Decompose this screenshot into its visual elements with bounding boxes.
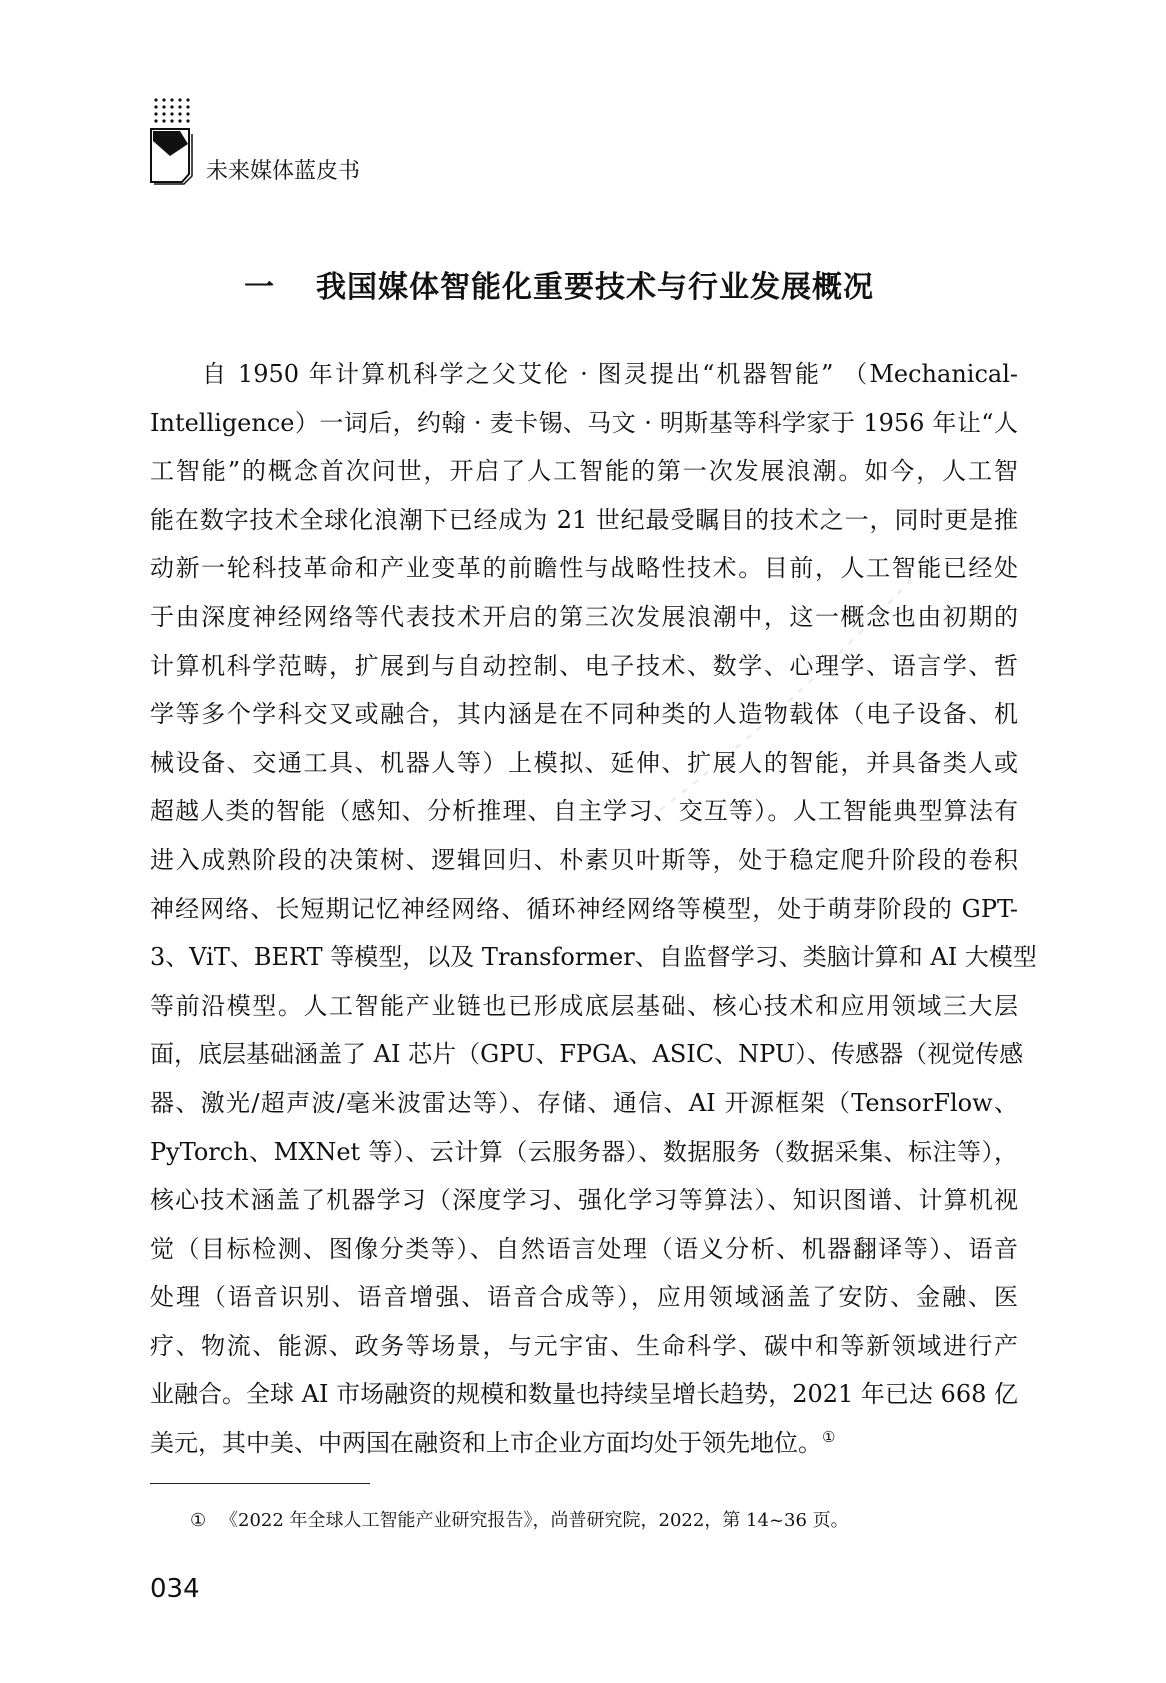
paragraph-line-last (150, 1419, 1018, 1468)
running-header (150, 96, 550, 206)
paragraph-line: 神经网络、长短期记忆神经网络、循环神经网络等模型，处于萌芽阶段的 GPT- (150, 894, 1018, 923)
section-heading (244, 262, 874, 306)
paragraph-line: 自 1950 年计算机科学之父艾伦 · 图灵提出“机器智能” （Mechanical- (202, 360, 1018, 388)
paragraph-line: 超越人类的智能（感知、分析推理、自主学习、交互等）。人工智能典型算法有 (150, 797, 1018, 826)
footnote-divider (150, 1483, 370, 1484)
paragraph-line: 工智能”的概念首次问世，开启了人工智能的第一次发展浪潮。如今，人工智 (150, 457, 1018, 486)
footnote-text: 《2022 年全球人工智能产业研究报告》，尚普研究院，2022，第 14~36 页。 (220, 1510, 849, 1531)
paragraph-line: 计算机科学范畴，扩展到与自动控制、电子技术、数学、心理学、语言学、哲 (150, 651, 1018, 680)
page-number: 034 (150, 1574, 200, 1604)
paragraph-line: 等前沿模型。人工智能产业链也已形成底层基础、核心技术和应用领域三大层 (150, 991, 1018, 1020)
paragraph-line: 学等多个学科交叉或融合，其内涵是在不同种类的人造物载体（电子设备、机 (150, 700, 1018, 729)
book-logo-icon (150, 96, 196, 196)
paragraph-line: 面，底层基础涵盖了 AI 芯片（GPU、FPGA、ASIC、NPU）、传感器（视觉传感 (150, 1040, 1024, 1069)
paragraph-line: 器、激光/超声波/毫米波雷达等）、存储、通信、AI 开源框架（TensorFlow、 (150, 1088, 1018, 1117)
paragraph-line: 业融合。全球 AI 市场融资的规模和数量也持续呈增长趋势，2021 年已达 668 亿 (150, 1380, 1018, 1409)
paragraph-line: 核心技术涵盖了机器学习（深度学习、强化学习等算法）、知识图谱、计算机视 (150, 1186, 1018, 1215)
footnote-reference[interactable]: ① (822, 1428, 836, 1447)
paragraph-line: 动新一轮科技革命和产业变革的前瞻性与战略性技术。目前，人工智能已经处 (150, 554, 1018, 583)
paragraph-line: 觉（目标检测、图像分类等）、自然语言处理（语义分析、机器翻译等）、语音 (150, 1234, 1018, 1263)
paragraph-line: 械设备、交通工具、机器人等）上模拟、延伸、扩展人的智能，并具备类人或 (150, 748, 1018, 777)
series-title: 未来媒体蓝皮书 (206, 159, 361, 184)
paragraph-line-text: 美元，其中美、中两国在融资和上市企业方面均处于领先地位。 (150, 1429, 822, 1458)
paragraph-line: Intelligence）一词后，约翰 · 麦卡锡、马文 · 明斯基等科学家于 1956 年让“人 (150, 408, 1018, 437)
paragraph-line: 3、ViT、BERT 等模型，以及 Transformer、自监督学习、类脑计算和 AI 大模型 (150, 943, 1037, 972)
paragraph-line: 疗、物流、能源、政务等场景，与元宇宙、生命科学、碳中和等新领域进行产 (150, 1331, 1018, 1360)
body-paragraph (150, 350, 1037, 1468)
section-number: 一 (244, 270, 275, 305)
paragraph-line: 进入成熟阶段的决策树、逻辑回归、朴素贝叶斯等，处于稳定爬升阶段的卷积 (150, 845, 1018, 874)
section-title: 我国媒体智能化重要技术与行业发展概况 (316, 270, 874, 305)
footnote-mark: ① (190, 1510, 207, 1531)
paragraph-line: 于由深度神经网络等代表技术开启的第三次发展浪潮中，这一概念也由初期的 (150, 602, 1018, 631)
footnote (190, 1506, 849, 1532)
paragraph-line: 能在数字技术全球化浪潮下已经成为 21 世纪最受瞩目的技术之一，同时更是推 (150, 505, 1018, 534)
paragraph-line: 处理（语音识别、语音增强、语音合成等），应用领域涵盖了安防、金融、医 (150, 1283, 1018, 1312)
paragraph-line: PyTorch、MXNet 等）、云计算（云服务器）、数据服务（数据采集、标注等）， (150, 1137, 1018, 1166)
